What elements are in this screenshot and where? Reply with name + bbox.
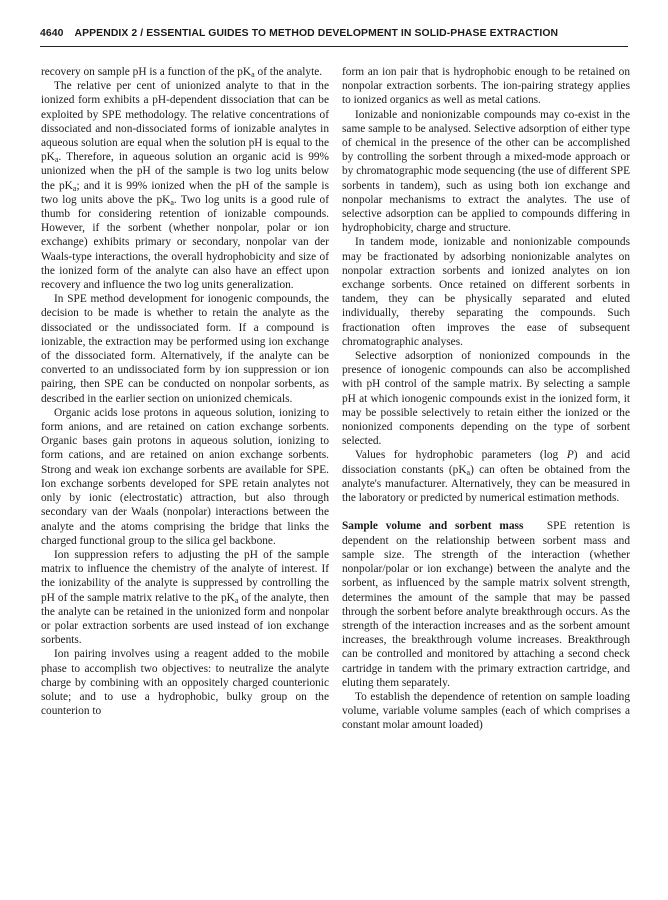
page-number: 4640 (40, 28, 64, 39)
running-header (40, 28, 628, 46)
paragraph: Values for hydrophobic parameters (log P) and acid dissociation constants $(pK_a)$ can often be obtained from the analyte's manufacturer. Alternatively, they can be measured in the laboratory or predicted by numerical estimation methods. (342, 449, 630, 505)
paragraph: Sample volume and sorbent mass SPE retention is dependent on the relationship between sorbent mass and sample size. The strength of the interaction (whether nonpolar/polar or ion exchange) between the analyte and the sorbent, as influenced by the sample matrix solvent strength, determines the amount of the sample that may be passed through the sorbent before analyte breakthrough occurs. As the strength of the interaction increases and as the sorbent amount increases, the breakthrough volume increases. Breakthrough can be controlled and monitored by attaching a second check cartridge in tandem with the primary extraction cartridge, and eluting them separately. (342, 520, 630, 689)
paragraph: In tandem mode, ionizable and nonionizable compounds may be fractionated by adsorbing nonionizable analytes on nonpolar extraction sorbents and ionized analytes on ion exchange sorbents. Once retained on different sorbents in tandem, they can be physically separated and eluted individually, thereby separating the compounds. Such fractionation often improves the ease of subsequent chromatographic analyses. (342, 236, 630, 348)
paragraph: To establish the dependence of retention on sample loading volume, variable volume samples (each of which comprises a constant molar amount loaded) (342, 690, 630, 732)
right-column (342, 65, 630, 733)
paragraph: The relative per cent of unionized analyte to that in the ionized form exhibits a pH-dependent dissociation that can be exploited by SPE methodology. The relative concentrations of dissociated and non-dissociated forms of ionizable analytes in aqueous solution are equal when the solution pH is equal to the $pK_a$. Therefore, in aqueous solution an organic acid is 99% unionized when the pH of the sample is two log units below the $pK_a$; and it is 99% ionized when the pH of the sample is two log units above the $pK_a$. Two log units is a good rule of thumb for considering retention of ionizable compounds. However, if the sorbent (whether nonpolar, polar or ion exchange) exhibits primary or secondary, nonpolar van der Waals-type interactions, the overall hydrophobicity and size of the ionized form of the analyte can also have an effect upon recovery and influence the two log units generalization. (41, 80, 329, 292)
paragraph: Ionizable and nonionizable compounds may co-exist in the same sample to be analysed. Selective adsorption of either type of chemical in the presence of the other can be accomplished by controlling the sorbent through a mixed-mode approach or by chromatographic mode sequencing (the use of different SPE sorbents in tandem), such as using both ion exchange and nonpolar mechanisms to extract the analytes. The use of selective adsorption can be applied to compounds differing in hydrophobicity, charge and structure. (342, 108, 630, 235)
left-column (41, 65, 329, 718)
section-heading: Sample volume and sorbent mass (342, 520, 524, 533)
paragraph: recovery on sample pH is a function of the $pK_a$ of the analyte. (41, 66, 323, 79)
paragraph: form an ion pair that is hydrophobic enough to be retained on nonpolar extraction sorbents. The ion-pairing strategy applies to ionized organics as well as metal cations. (342, 66, 630, 107)
paragraph: Organic acids lose protons in aqueous solution, ionizing to form anions, and are retained on cation exchange sorbents. Organic bases gain protons in aqueous solution, ionizing to form cations, and are retained on anion exchange sorbents. Strong and weak ion exchange sorbents are available for SPE. Ion exchange sorbents developed for SPE retain analytes not only by ionic (electrostatic) attraction, but also through secondary van der Waals (nonpolar) interactions between the analyte and the atoms comprising the bridge that links the charged functional group to the silica gel backbone. (41, 406, 329, 547)
paragraph: Selective adsorption of nonionized compounds in the presence of ionogenic compounds can also be accomplished with pH control of the sample matrix. By selecting a sample pH at which ionogenic compounds exist in the ionized form, it may be possible selectively to retain either the ionized or the nonionized components depending on the type of sorbent selected. (342, 350, 630, 448)
paragraph: In SPE method development for ionogenic compounds, the decision to be made is whether to retain the analyte as the dissociated or the undissociated form. If a compound is ionizable, the extraction may be performed using ion exchange of the dissociated form. Alternatively, if the analyte can be converted to an undissociated form by ion suppression or ion pairing, then SPE can be conducted on nonpolar sorbents, as described in the earlier section on unionized chemicals. (41, 293, 329, 405)
paragraph: Ion pairing involves using a reagent added to the mobile phase to accomplish two objectives: to neutralize the analyte charge by combining with an oppositely charged counterionic solute; and to use a hydrophobic, bulky group on the counterion to (41, 648, 329, 718)
header-rule (40, 46, 628, 47)
paragraph: Ion suppression refers to adjusting the pH of the sample matrix to influence the chemistry of the analyte of interest. If the ionizability of the analyte is suppressed by controlling the pH of the sample matrix relative to the $pK_a$ of the analyte, then the analyte can be retained in the unionized form and nonpolar or polar extraction sorbents are used instead of ion exchange sorbents. (41, 548, 329, 647)
running-title: APPENDIX 2 / ESSENTIAL GUIDES TO METHOD DEVELOPMENT IN SOLID-PHASE EXTRACTION (74, 28, 559, 39)
